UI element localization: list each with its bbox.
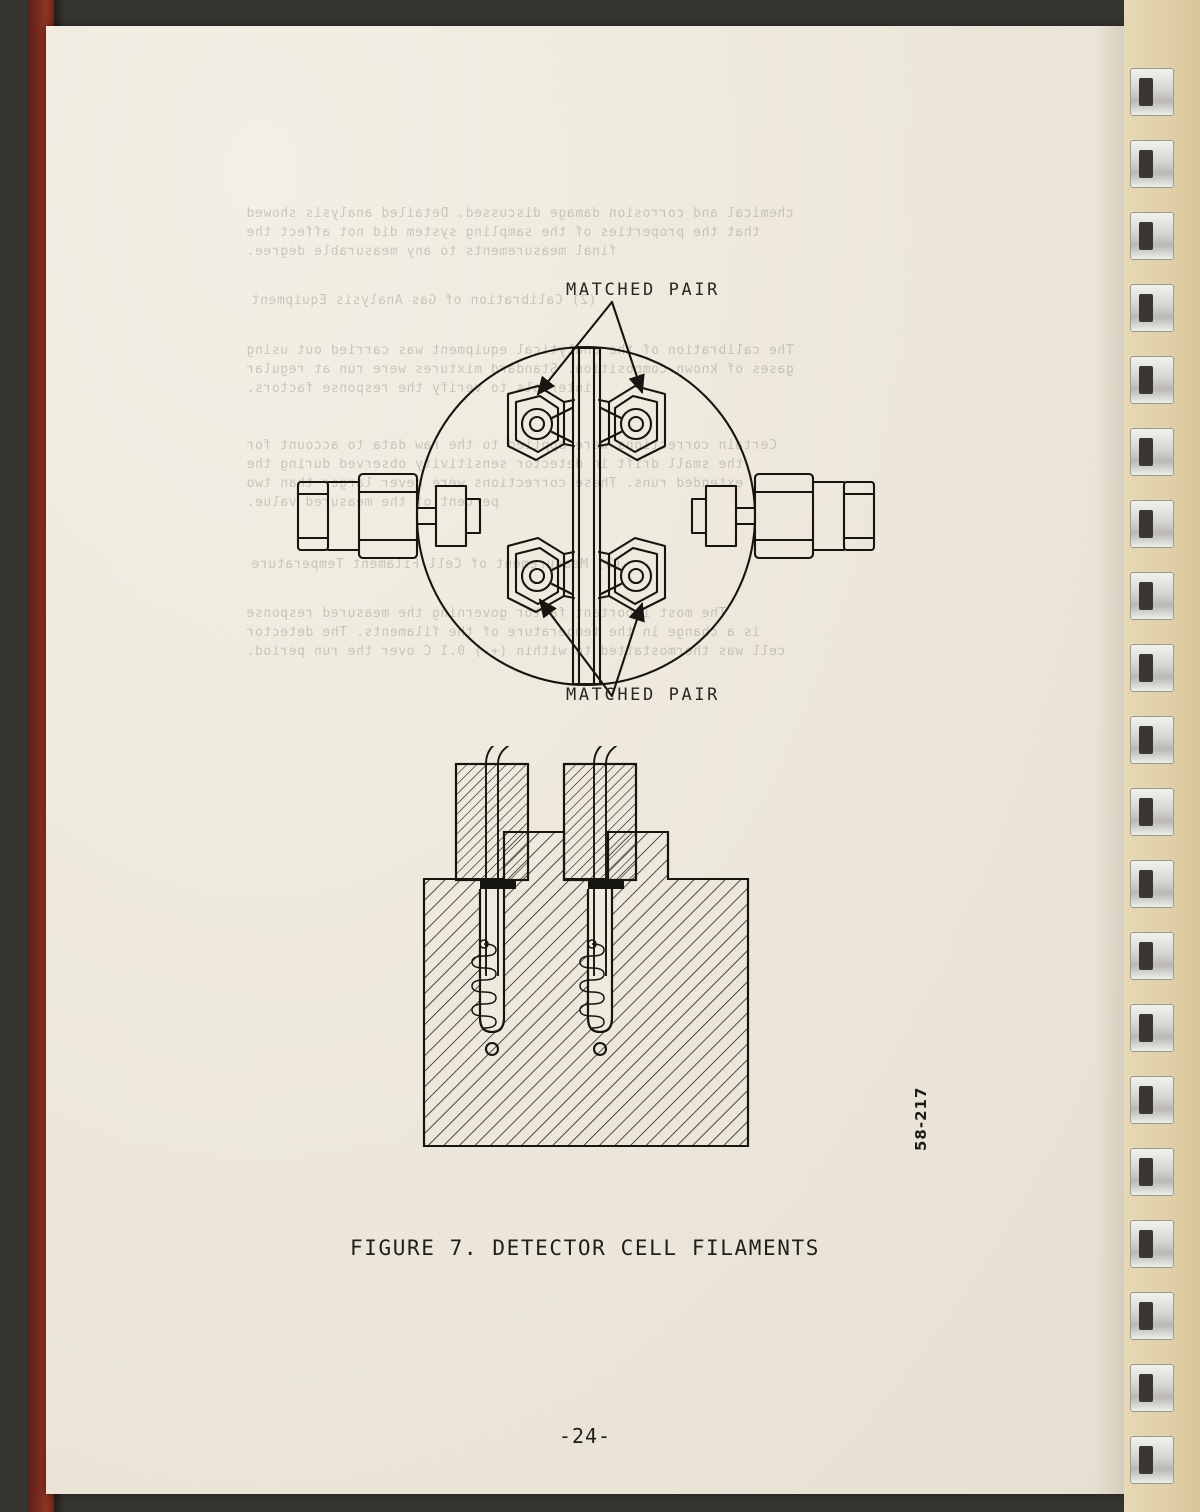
detector-cell-end-view-drawing (276, 296, 976, 716)
right-tube-fitting (692, 474, 874, 558)
right-filament-plug (564, 764, 636, 889)
label-matched-pair-bottom: MATCHED PAIR (566, 685, 721, 705)
cell-body-circle (417, 347, 755, 685)
drawing-number: 58-217 (912, 1086, 930, 1151)
left-filament-plug (456, 764, 528, 889)
document-page: chemical and corrosion damage discussed. Detailed analysis showed that the properties of the sampling system did not affect the final measurements to any measurable degree. (2) Calibration of Gas Analysis Equipment The calibration of the analytical equipment was carried out using gases of known composition. Standard mixtures were run at regular intervals to verify the response factors. Certain corrections were applied to the raw data to account for the small drift in detector sensitivity observed during the extended runs. These corrections were never larger than two percent of the measured value. (3) Measurement of Cell Filament Temperature The most important factor governing the measured response is a change in the temperature of the filaments. The detector cell was thermostatted to within (+-) 0.1 C over the run period. MATCHED PAIR MATCHED PAIR 58-217 FIGURE 7. DETECTOR CELL FILAMENTS -24- (46, 26, 1124, 1494)
detector-cell-cross-section-drawing (376, 746, 856, 1176)
figure-caption: FIGURE 7. DETECTOR CELL FILAMENTS (349, 1236, 821, 1260)
left-filament-cavity (480, 889, 504, 1055)
page-edge-shading (1094, 26, 1124, 1494)
left-tube-fitting (298, 474, 480, 558)
page-number: -24- (558, 1424, 612, 1448)
filament-boss-upper-left (508, 386, 574, 460)
right-filament-cavity (588, 889, 612, 1055)
filament-boss-lower-right (599, 538, 665, 612)
label-matched-pair-top: MATCHED PAIR (566, 280, 721, 300)
filament-boss-upper-right (599, 386, 665, 460)
